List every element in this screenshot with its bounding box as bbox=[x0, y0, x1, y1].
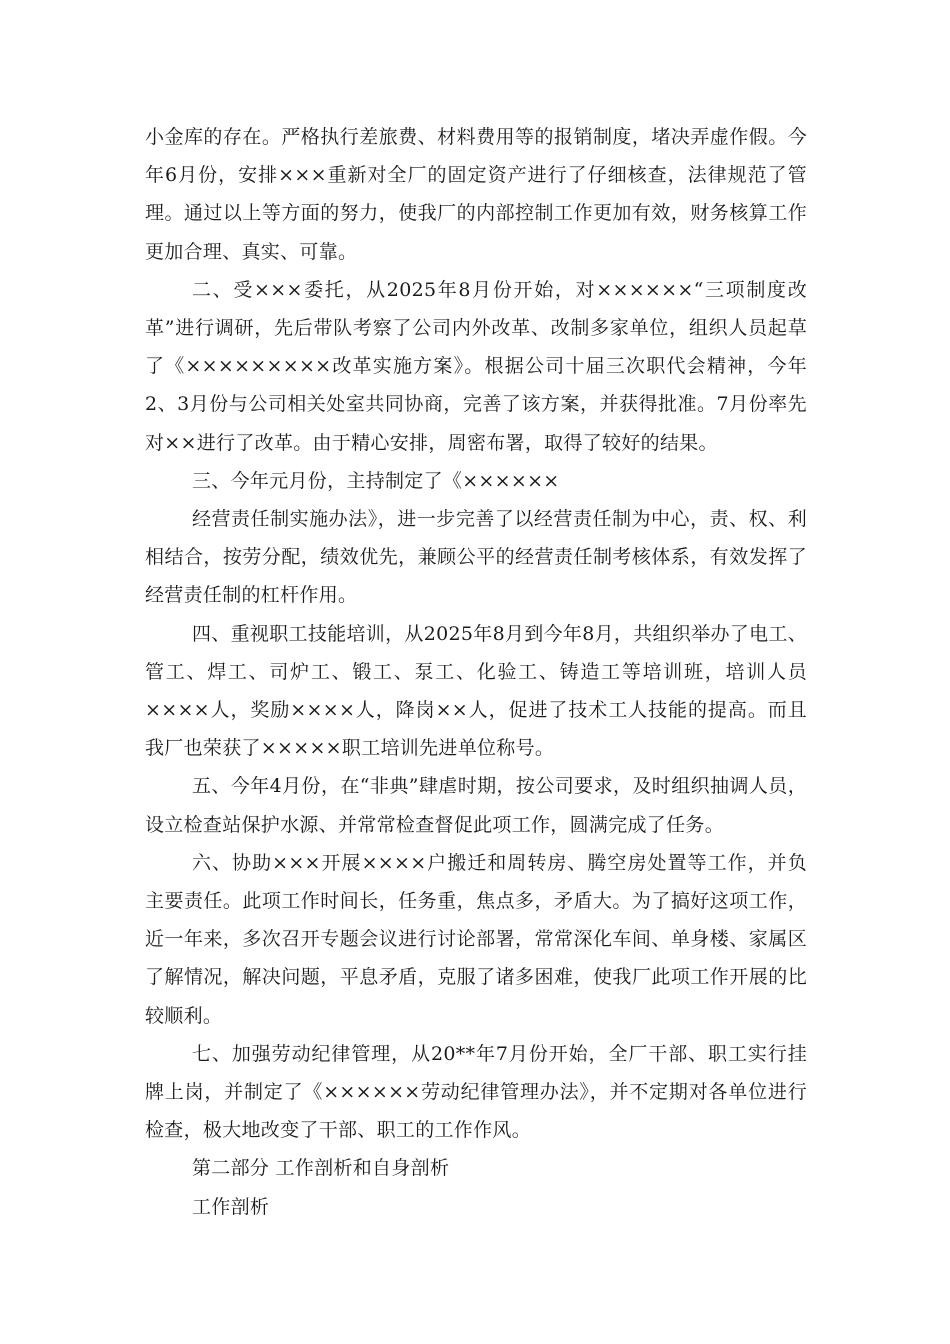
paragraph-5: 四、重视职工技能培训，从2025年8月到今年8月，共组织举办了电工、管工、焊工、司炉工、锻工、泵工、化验工、铸造工等培训班，培训人员××××人，奖励××××人，降岗××人，促进了技术工人技能的提高。而且我厂也荣获了×××××职工培训先进单位称号。 bbox=[145, 622, 807, 760]
sub-heading: 工作剖析 bbox=[192, 1195, 270, 1218]
paragraph-8: 七、加强劳动纪律管理，从20**年7月份开始，全厂干部、职工实行挂牌上岗，并制定了《××××××劳动纪律管理办法》，并不定期对各单位进行检查，极大地改变了干部、职工的工作作风。 bbox=[145, 1042, 807, 1142]
paragraph-2: 二、受×××委托，从2025年8月份开始，对××××××“三项制度改革”进行调研，先后带队考察了公司内外改革、改制多家单位，组织人员起草了《×××××××××改革实施方案》。根据公司十届三次职代会精神，今年2、3月份与公司相关处室共同协商，完善了该方案，并获得批准。7月份率先对××进行了改革。由于精心安排，周密布署，取得了较好的结果。 bbox=[145, 278, 807, 454]
paragraph-7: 六、协助×××开展××××户搬迁和周转房、腾空房处置等工作，并负主要责任。此项工作时间长，任务重，焦点多，矛盾大。为了搞好这项工作，近一年来，多次召开专题会议进行讨论部署，常常深化车间、单身楼、家属区了解情况，解决问题，平息矛盾，克服了诸多困难，使我厂此项工作开展的比较顺利。 bbox=[145, 851, 807, 1027]
document-body bbox=[145, 118, 807, 1226]
paragraph-4: 经营责任制实施办法》，进一步完善了以经营责任制为中心，责、权、利相结合，按劳分配，绩效优先，兼顾公平的经营责任制考核体系，有效发挥了经营责任制的杠杆作用。 bbox=[145, 508, 807, 607]
paragraph-1: 小金库的存在。严格执行差旅费、材料费用等的报销制度，堵决弄虚作假。今年6月份，安排×××重新对全厂的固定资产进行了仔细核查，法律规范了管理。通过以上等方面的努力，使我厂的内部控制工作更加有效，财务核算工作更加合理、真实、可靠。 bbox=[145, 126, 807, 263]
paragraph-6: 五、今年4月份，在“非典”肆虐时期，按公司要求，及时组织抽调人员，设立检查站保护水源、并常常检查督促此项工作，圆满完成了任务。 bbox=[145, 775, 807, 836]
section-heading: 第二部分 工作剖析和自身剖析 bbox=[192, 1157, 450, 1180]
paragraph-3: 三、今年元月份，主持制定了《×××××× bbox=[192, 469, 560, 492]
